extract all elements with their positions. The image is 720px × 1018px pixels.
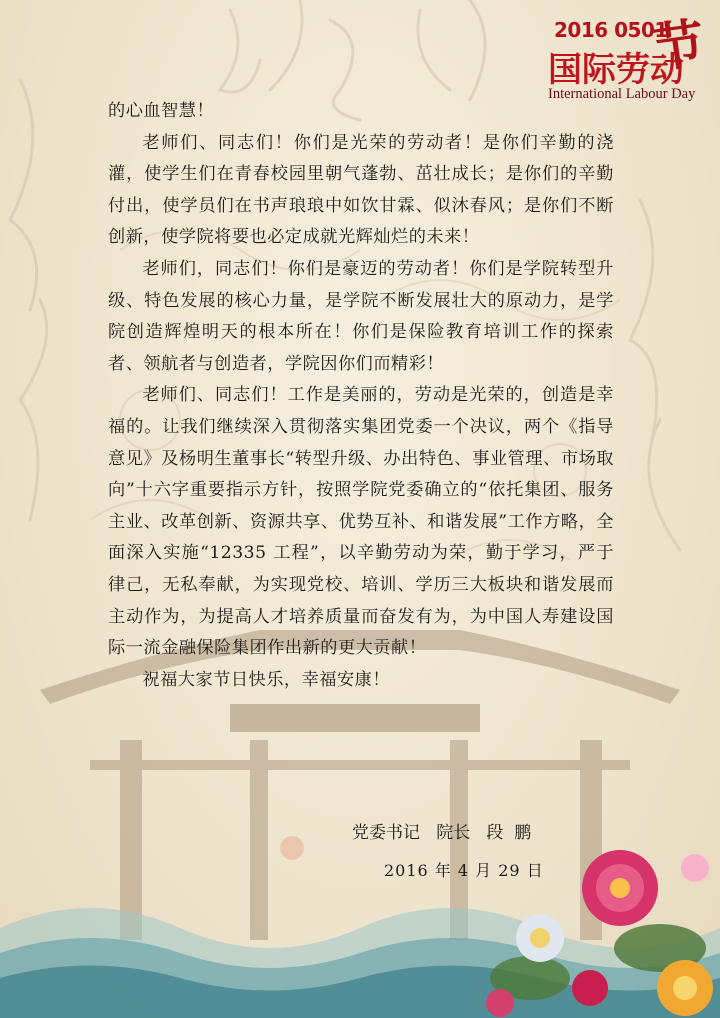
paragraph-1: 老师们、同志们！你们是光荣的劳动者！是你们辛勤的浇灌，使学生们在青春校园里朝气蓬勃、茁壮成长；是你们的辛勤付出，使学员们在书声琅琅中如饮甘霖、似沐春风；是你们不断创新，使学院将要也必定成就光辉灿烂的未来！: [108, 132, 614, 248]
logo-title-char: 节: [648, 12, 709, 81]
signature-date: 2016 年 4 月 29 日: [384, 861, 544, 880]
letter-body: [108, 96, 614, 696]
signature: 党委书记 院长 段 鹏: [352, 823, 532, 843]
logo-title: 国际劳动: [548, 50, 684, 90]
paragraph-0: 的心血智慧！: [108, 101, 215, 121]
peony-flowers-decoration: [470, 828, 720, 1018]
logo-subtitle: International Labour Day: [548, 86, 696, 102]
paragraph-2: 老师们，同志们！你们是豪迈的劳动者！你们是学院转型升级、特色发展的核心力量，是学院不断发展壮大的原动力，是学院创造辉煌明天的根本所在！你们是保险教育培训工作的探索者、领航者与创造者，学院因你们而精彩！: [108, 258, 614, 374]
logo-date: 2016 0501: [554, 18, 668, 42]
paragraph-4: 祝福大家节日快乐，幸福安康！: [142, 669, 391, 690]
paragraph-3: 老师们、同志们！工作是美丽的，劳动是光荣的，创造是幸福的。让我们继续深入贯彻落实集团党委一个决议，两个《指导意见》及杨明生董事长“转型升级、办出特色、事业管理、市场取向”十六字重要指示方针，按照学院党委确立的“依托集团、服务主业、改革创新、资源共享、优势互补、和谐发展”工作方略，全面深入实施“12335 工程”，以辛勤劳动为荣，勤于学习，严于律己，无私奉献，为实现党校、培训、学历三大板块和谐发展而主动作为，为提高人才培养质量而奋发有为，为中国人寿建设国际一流金融保险集团作出新的更大贡献！: [108, 385, 614, 659]
